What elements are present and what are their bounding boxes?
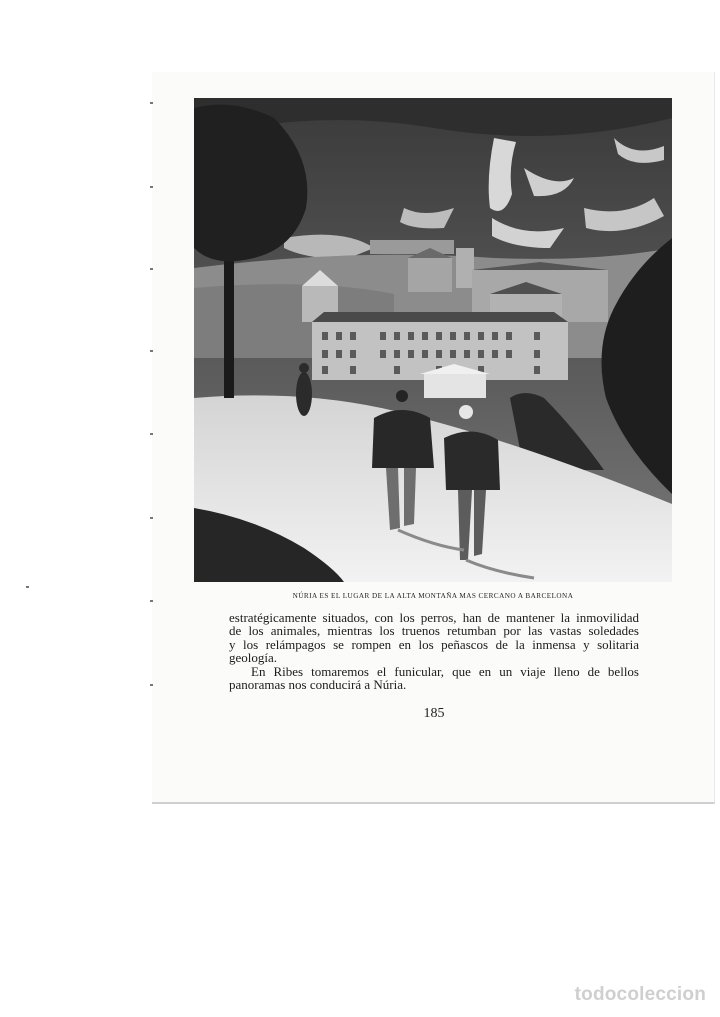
- text-line: estratégicamente situados, con los perros, han de mantener la inmovilidad: [229, 610, 639, 625]
- margin-mark: [150, 517, 153, 519]
- watermark: todocoleccion: [574, 984, 706, 1005]
- body-text: [229, 611, 639, 691]
- photo-caption: NÚRIA ES EL LUGAR DE LA ALTA MONTAÑA MAS CERCANO A BARCELONA: [292, 592, 574, 600]
- text-line: geología.: [229, 650, 278, 666]
- margin-mark: [150, 684, 153, 686]
- margin-mark: [150, 433, 153, 435]
- text-line: panoramas nos conducirá a Núria.: [229, 677, 407, 693]
- text-line: En Ribes tomaremos el funicular, que en un viaje lleno de bellos: [251, 663, 639, 679]
- margin-mark: [150, 268, 153, 270]
- margin-mark: [150, 600, 153, 602]
- margin-mark: [150, 186, 153, 188]
- text-line: de los animales, mientras los truenos retumban por las vastas soledades: [229, 623, 639, 639]
- margin-mark: [26, 586, 29, 588]
- text-line: y los relámpagos se rompen en los peñascos de la inmensa y solitaria: [229, 636, 639, 652]
- mountain-sanctuary-photo: [194, 98, 672, 582]
- page-number: 185: [423, 706, 445, 721]
- margin-mark: [150, 102, 153, 104]
- margin-mark: [150, 350, 153, 352]
